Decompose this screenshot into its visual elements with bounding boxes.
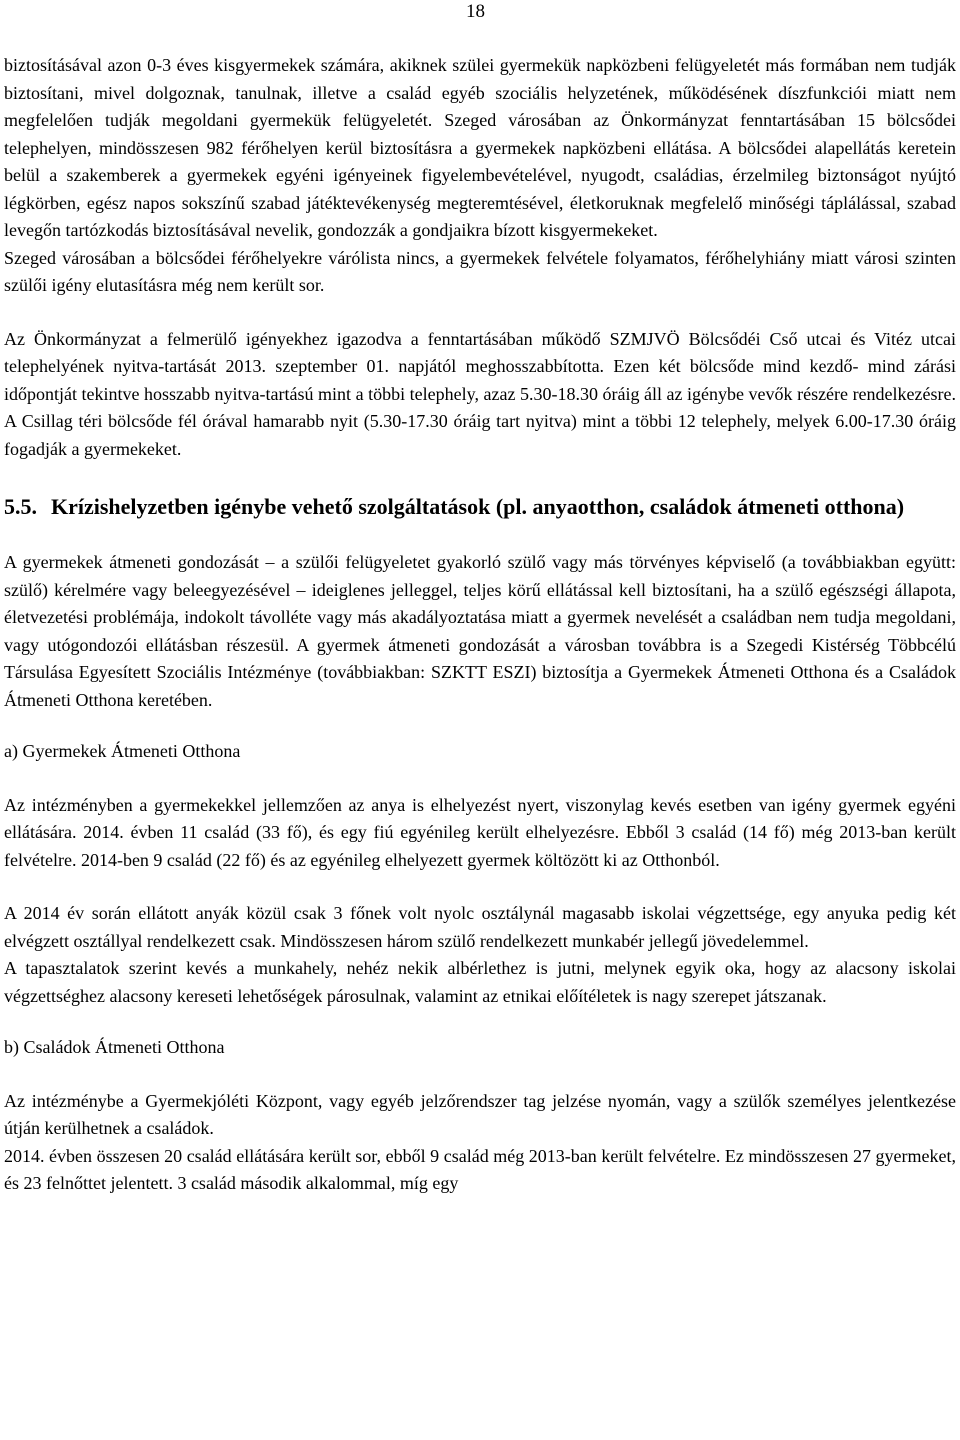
paragraph-opening-hours: Az Önkormányzat a felmerülő igényekhez igazodva a fenntartásában működő SZMJVÖ Bölcsődéi Cső utcai és Vitéz utcai telephelyének nyitva-tartását 2013. szeptember 01. napjától meghosszabbította. Ezen két bölcsőde mind kezdő- mind zárási időpontját tekintve hosszabb nyitva-tartású mint a többi telephely, azaz 5.30-18.30 óráig áll az igénybe vevők részére rendelkezésre. A Csillag téri bölcsőde fél órával hamarabb nyit (5.30-17.30 óráig tart nyitva) mint a többi 12 telephely, melyek 6.00-17.30 óráig fogadják a gyermekeket. bbox=[4, 328, 956, 459]
subheading-families-home: b) Családok Átmeneti Otthona bbox=[4, 1037, 225, 1057]
paragraph-waiting-list: Szeged városában a bölcsődei férőhelyekre várólista nincs, a gyermekek felvétele folyamatos, férőhelyhiány miatt városi szinten szülői igény elutasításra még nem került sor. bbox=[4, 247, 956, 295]
paragraph-families-stats: 2014. évben összesen 20 család ellátására került sor, ebből 9 család még 2013-ban került felvételre. Ez mindösszesen 27 gyermeket, és 23 felnőttet jelentett. 3 család második alkalommal, míg egy bbox=[4, 1145, 956, 1193]
paragraph-temporary-care: A gyermekek átmeneti gondozását – a szülői felügyeletet gyakorló szülő vagy más törvényes képviselő (a továbbiakban együtt: szülő) kérelmére vagy beleegyezésével – ideiglenes jelleggel, teljes körű ellátással kell biztosítani, ha a szülő egészségi állapota, életvezetési problémája, indokolt távolléte vagy más akadályoztatása miatt a gyermek nevelését a családban nem tudja megoldani, vagy utógondozói ellátásban részesül. A gyermek átmeneti gondozását a városban továbbra is a Szegedi Kistérség Többcélú Társulása Egyesített Szociális Intézménye (továbbiakban: SZKTT ESZI) biztosítja a Gyermekek Átmeneti Otthona és a Családok Átmeneti Otthona keretében. bbox=[4, 552, 956, 710]
paragraph-children-home-stats: Az intézményben a gyermekekkel jellemzően az anya is elhelyezést nyert, viszonylag kevés esetben van igény gyermek egyéni ellátására. 2014. évben 11 család (33 fő), és egy fiú egyénileg került elhelyezésre. Ebből 3 család (14 fő) még 2013-ban került felvételre. 2014-ben 9 család (22 fő) és az egyénileg elhelyezett gyermek költözött ki az Otthonból. bbox=[4, 794, 956, 870]
page-number: 18 bbox=[466, 1, 485, 22]
document-body bbox=[4, 52, 956, 1198]
subheading-children-home: a) Gyermekek Átmeneti Otthona bbox=[4, 741, 241, 761]
paragraph-mothers-education: A 2014 év során ellátott anyák közül csak 3 főnek volt nyolc osztálynál magasabb iskolai végzettsége, egy anyuka pedig két elvégzett osztállyal rendelkezett csak. Mindösszesen három szülő rendelkezett munkabér jellegű jövedelemmel. bbox=[4, 903, 956, 951]
section-number: 5.5. bbox=[4, 494, 37, 519]
section-title: Krízishelyzetben igénybe vehető szolgáltatások (pl. anyaotthon, családok átmeneti otthona) bbox=[51, 494, 905, 519]
section-heading bbox=[4, 491, 956, 522]
paragraph-nursery-care: biztosításával azon 0-3 éves kisgyermekek számára, akiknek szülei gyermekük napközbeni felügyeletét más formában nem tudják biztosítani, mivel dolgoznak, tanulnak, illetve a család egyéb szociális helyzetének, működésének díszfunkciói miatt nem megfelelően tudják megoldani gyermekük felügyeletét. Szeged városában az Önkormányzat fenntartásában 15 bölcsődei telephelyen, mindösszesen 982 férőhelyen kerül biztosításra a gyermekek napközbeni ellátása. A bölcsődei alapellátás keretein belül a szakemberek a gyermekek egyéni igényeinek figyelembevételével, nyugodt, családias, érzelmileg biztonságot nyújtó légkörben, egész napos sokszínű szabad játéktevékenység megteremtésével, életkoruknak megfelelő minőségi táplálással, szabad levegőn tartózkodás biztosításával nevelik, gondozzák a gondjaikra bízott kisgyermekeket. bbox=[4, 55, 956, 240]
paragraph-housing-difficulties: A tapasztalatok szerint kevés a munkahely, nehéz nekik albérlethez is jutni, melynek egyik oka, hogy az alacsony iskolai végzettséghez alacsony kereseti lehetőségek párosulnak, valamint az etnikai előítéletek is nagy szerepet játszanak. bbox=[4, 958, 956, 1006]
paragraph-families-admission: Az intézménybe a Gyermekjóléti Központ, vagy egyéb jelzőrendszer tag jelzése nyomán, vagy a szülők személyes jelentkezése útján kerülhetnek a családok. bbox=[4, 1090, 956, 1138]
